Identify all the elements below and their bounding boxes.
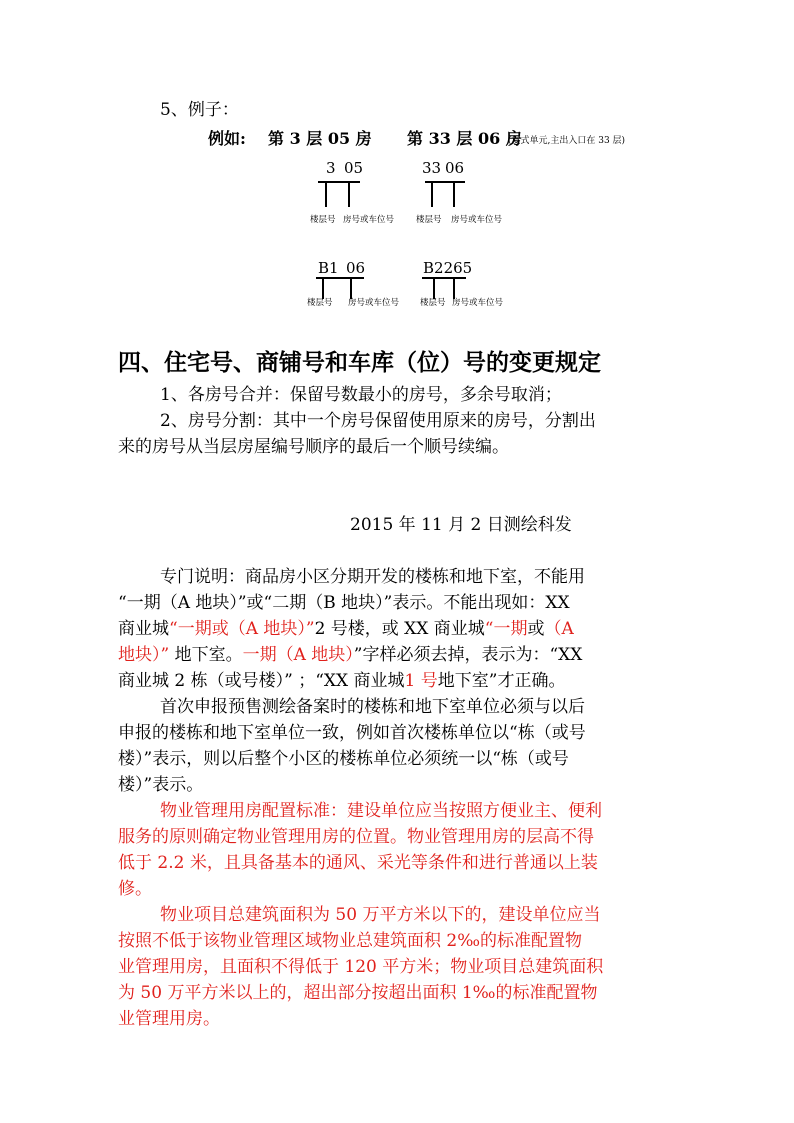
para-3-line-3: 低于 2.2 米，且具备基本的通风、采光等条件和进行普通以上装 [118, 853, 598, 873]
red-text-span: “一期或（A 地块）” [169, 619, 315, 639]
para-4-line-4: 为 50 万平方米以上的，超出部分按超出面积 1‰的标准配置物 [118, 983, 598, 1003]
section-4-item-1: 1、各房号合并：保留号数最小的房号，多余号取消； [160, 385, 562, 405]
para-3-line-1: 物业管理用房配置标准：建设单位应当按照方便业主、便利 [160, 801, 602, 821]
para-2-line-4: 楼）”表示。 [118, 775, 204, 795]
room-number-example-diagram [170, 123, 685, 323]
example-case-1: 第 3 层 05 房 [268, 129, 372, 148]
code-3-floor: B1 [318, 259, 339, 277]
bracket-line [431, 181, 433, 207]
bracket-line [348, 181, 350, 207]
note-line-2: “一期（A 地块）”或“二期（B 地块）”表示。不能出现如：XX [118, 593, 570, 613]
label-floor: 楼层号 [307, 298, 333, 308]
red-text-span: “一期 [484, 619, 528, 639]
section-4-heading: 四、住宅号、商铺号和车库（位）号的变更规定 [118, 349, 601, 376]
code-2-floor: 33 [422, 159, 442, 177]
bracket-line [453, 181, 455, 207]
para-4-line-5: 业管理用房。 [118, 1009, 220, 1029]
label-room: 房号或车位号 [451, 215, 503, 225]
section-5-label: 5、例子： [160, 100, 239, 120]
para-4-line-2: 按照不低于该物业管理区域物业总建筑面积 2‰的标准配置物 [118, 931, 583, 951]
note-line-5 [118, 668, 688, 694]
section-4-item-2-line-2: 来的房号从当层房屋编号顺序的最后一个顺号续编。 [118, 437, 509, 457]
example-prefix: 例如: [208, 129, 246, 148]
bracket-line [422, 277, 466, 279]
issue-date: 2015 年 11 月 2 日测绘科发 [350, 515, 572, 535]
text-span: 地下室”才正确。 [437, 671, 566, 691]
label-room: 房号或车位号 [343, 215, 395, 225]
note-line-1: 专门说明：商品房小区分期开发的楼栋和地下室，不能用 [160, 567, 585, 587]
para-2-line-1: 首次申报预售测绘备案时的楼栋和地下室单位必须与以后 [160, 697, 585, 717]
example-case-2-note: (复式单元,主出入口在 33 层) [508, 136, 626, 146]
label-floor: 楼层号 [416, 215, 442, 225]
para-3-line-4: 修。 [118, 879, 152, 899]
code-3-room: 06 [346, 259, 366, 277]
label-floor: 楼层号 [420, 298, 446, 308]
red-text-span: 地块）” [118, 645, 170, 665]
label-floor: 楼层号 [310, 215, 336, 225]
para-4-line-3: 业管理用房，且面积不得低于 120 平方米；物业项目总建筑面积 [118, 957, 604, 977]
red-text-span: 一期（A 地块） [242, 645, 354, 665]
text-span: 商业城 2 栋（或号楼）” ；“XX 商业城 [118, 671, 405, 691]
red-text-span: （A [544, 619, 574, 639]
label-room: 房号或车位号 [452, 298, 504, 308]
para-4-line-1: 物业项目总建筑面积为 50 万平方米以下的，建设单位应当 [160, 905, 601, 925]
red-text-span: 1 号 [404, 671, 438, 691]
section-4-item-2-line-1: 2、房号分割：其中一个房号保留使用原来的房号，分割出 [160, 411, 596, 431]
text-span: 地下室。 [169, 645, 243, 665]
code-1-room: 05 [344, 159, 364, 177]
para-2-line-3: 楼）”表示，则以后整个小区的楼栋单位必须统一以“栋（或号 [118, 749, 569, 769]
code-2-room: 06 [445, 159, 465, 177]
para-2-line-2: 申报的楼栋和地下室单位一致，例如首次楼栋单位以“栋（或号 [118, 723, 586, 743]
text-span: 商业城 [118, 619, 169, 639]
text-span: 或 [527, 619, 545, 639]
text-span: 2 号楼，或 XX 商业城 [314, 619, 485, 639]
code-1-floor: 3 [326, 159, 336, 177]
note-line-4 [118, 642, 688, 668]
text-span: ”字样必须去掉，表示为：“XX [353, 645, 583, 665]
label-room: 房号或车位号 [348, 298, 400, 308]
example-case-2: 第 33 层 06 房 [407, 129, 522, 148]
note-line-3 [118, 616, 688, 642]
code-4: B2265 [423, 259, 473, 277]
para-3-line-2: 服务的原则确定物业管理用房的位置。物业管理用房的层高不得 [118, 827, 594, 847]
bracket-line [325, 181, 327, 207]
